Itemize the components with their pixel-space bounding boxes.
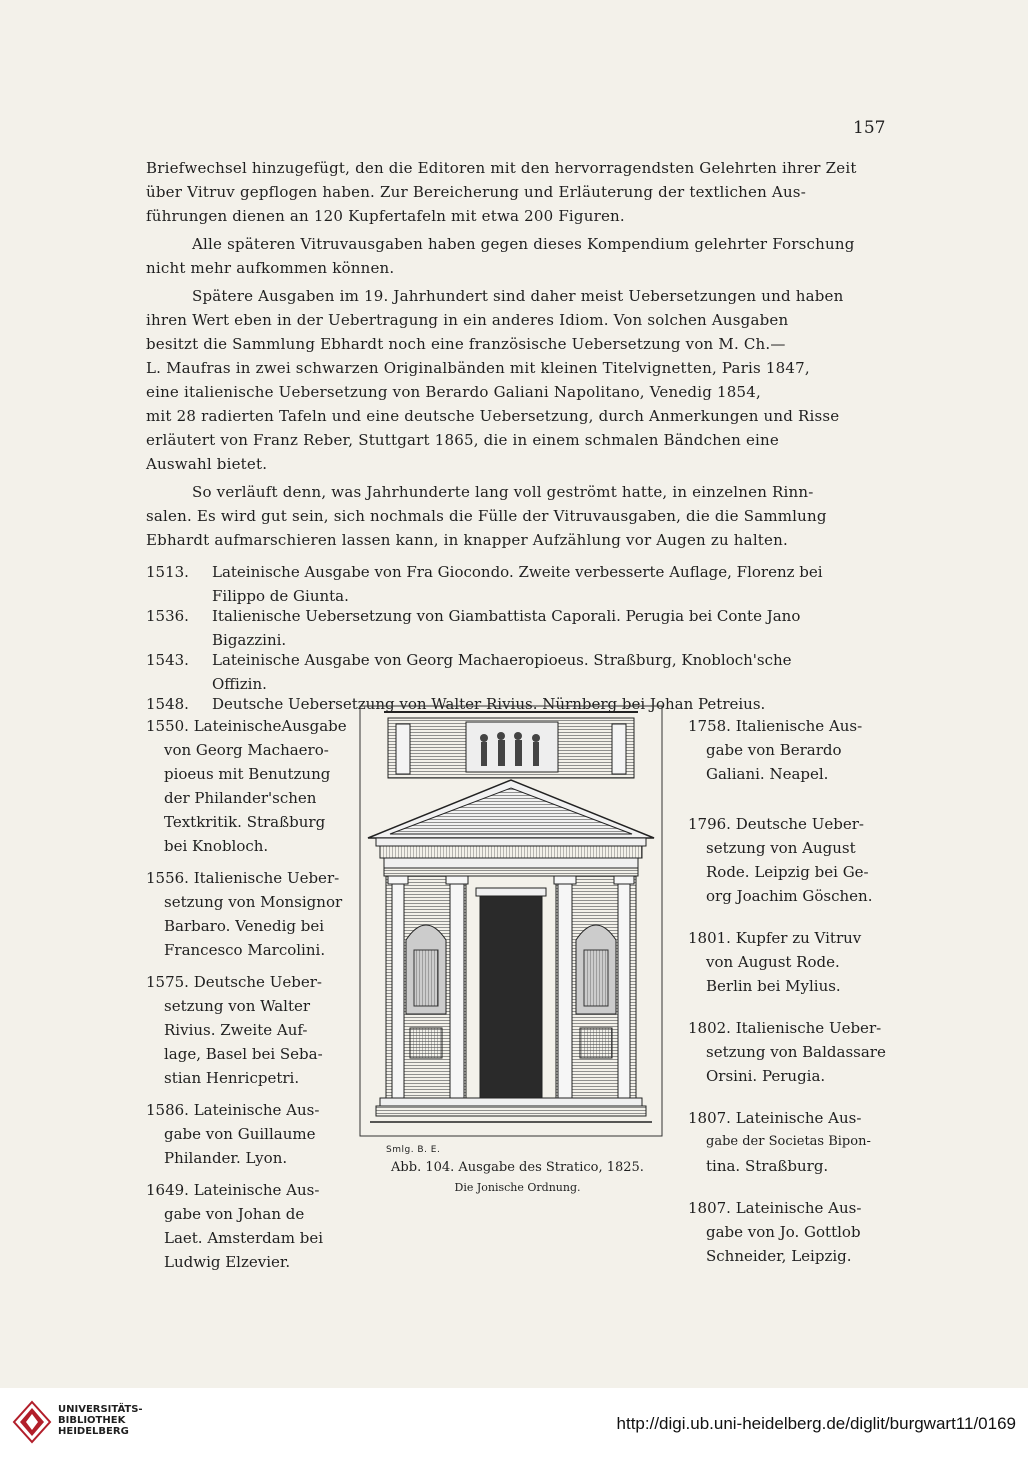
entry-text: Lateinische Ausgabe von Georg Machaeropioeus. Straßburg, Knobloch'sche: [212, 651, 792, 669]
entry-line: gabe von Guillaume: [164, 1125, 316, 1143]
entry-line: Berlin bei Mylius.: [706, 977, 841, 995]
entry-line: 1796. Deutsche Ueber-: [688, 815, 864, 833]
entry-line: setzung von August: [706, 839, 856, 857]
entry-year: 1536.: [146, 607, 189, 625]
entry-text: Italienische Uebersetzung von Giambattista Caporali. Perugia bei Conte Jano: [212, 607, 801, 625]
entry-line: 1586. Lateinische Aus-: [146, 1101, 320, 1119]
entry-line: gabe der Societas Bipon-: [706, 1134, 871, 1149]
entry-line: 1801. Kupfer zu Vitruv: [688, 929, 862, 947]
entry-line: 1758. Italienische Aus-: [688, 717, 863, 735]
entry-line: Barbaro. Venedig bei: [164, 917, 325, 935]
figure-caption-title: Abb. 104. Ausgabe des Stratico, 1825.: [391, 1160, 644, 1175]
text-line: So verläuft denn, was Jahrhunderte lang voll geströmt hatte, in einzelnen Rinn-: [192, 483, 814, 501]
entry-line: 1807. Lateinische Aus-: [688, 1199, 862, 1217]
entry-line: Laet. Amsterdam bei: [164, 1229, 323, 1247]
entry-line: setzung von Walter: [164, 997, 311, 1015]
entry-text: Filippo de Giunta.: [212, 587, 349, 605]
entry-line: setzung von Monsignor: [164, 893, 343, 911]
text-line: über Vitruv gepflogen haben. Zur Bereicherung und Erläuterung der textlichen Aus-: [146, 183, 806, 201]
entry-line: 1575. Deutsche Ueber-: [146, 973, 322, 991]
entry-line: Orsini. Perugia.: [706, 1067, 826, 1085]
entry-text: Offizin.: [212, 675, 267, 693]
page-number: 157: [853, 118, 886, 138]
entry-line: von Georg Machaero-: [164, 741, 329, 759]
entry-line: gabe von Jo. Gottlob: [706, 1223, 861, 1241]
entry-line: 1649. Lateinische Aus-: [146, 1181, 320, 1199]
text-line: führungen dienen an 120 Kupfertafeln mit etwa 200 Figuren.: [146, 207, 625, 225]
permalink-url[interactable]: http://digi.ub.uni-heidelberg.de/diglit/burgwart11/0169: [616, 1414, 1016, 1433]
entry-line: 1807. Lateinische Aus-: [688, 1109, 862, 1127]
text-line: Ebhardt aufmarschieren lassen kann, in knapper Aufzählung vor Augen zu halten.: [146, 531, 788, 549]
text-line: nicht mehr aufkommen können.: [146, 259, 395, 277]
text-line: Briefwechsel hinzugefügt, den die Editoren mit den hervorragendsten Gelehrten ihrer Zeit: [146, 159, 857, 177]
entry-text: Bigazzini.: [212, 631, 287, 649]
entry-text: Deutsche Uebersetzung von Walter Rivius. Nürnberg bei Johan Petreius.: [212, 695, 766, 713]
text-line: L. Maufras in zwei schwarzen Originalbänden mit kleinen Titelvignetten, Paris 1847,: [146, 359, 810, 377]
text-line: eine italienische Uebersetzung von Berardo Galiani Napolitano, Venedig 1854,: [146, 383, 761, 401]
entry-line: Schneider, Leipzig.: [706, 1247, 852, 1265]
text-line: Spätere Ausgaben im 19. Jahrhundert sind daher meist Uebersetzungen und haben: [192, 287, 844, 305]
entry-year: 1548.: [146, 695, 189, 713]
text-line: erläutert von Franz Reber, Stuttgart 1865, die in einem schmalen Bändchen eine: [146, 431, 779, 449]
text-line: Auswahl bietet.: [146, 455, 268, 473]
entry-line: Textkritik. Straßburg: [164, 813, 326, 831]
left-column: [146, 714, 347, 1274]
entry-line: gabe von Johan de: [164, 1205, 305, 1223]
entry-line: setzung von Baldassare: [706, 1043, 886, 1061]
entry-line: pioeus mit Benutzung: [164, 765, 331, 783]
institution-line: UNIVERSITÄTS-: [58, 1404, 143, 1415]
entry-line: lage, Basel bei Seba-: [164, 1045, 323, 1063]
entry-line: Galiani. Neapel.: [706, 765, 829, 783]
figure-caption-subtitle: Die Jonische Ordnung.: [454, 1181, 581, 1194]
figure-caption: [380, 1158, 655, 1198]
entry-line: Philander. Lyon.: [164, 1149, 288, 1167]
text-line: ihren Wert eben in der Uebertragung in ein anderes Idiom. Von solchen Ausgaben: [146, 311, 789, 329]
entry-line: Rode. Leipzig bei Ge-: [706, 863, 869, 881]
entry-line: 1556. Italienische Ueber-: [146, 869, 340, 887]
text-line: mit 28 radierten Tafeln und eine deutsche Uebersetzung, durch Anmerkungen und Risse: [146, 407, 840, 425]
university-library-logo: [12, 1400, 52, 1444]
entry-line: stian Henricpetri.: [164, 1069, 300, 1087]
institution-line: HEIDELBERG: [58, 1426, 129, 1437]
text-line: salen. Es wird gut sein, sich nochmals die Fülle der Vitruvausgaben, die die Sammlung: [146, 507, 827, 525]
ionic-portico-illustration: [356, 704, 666, 1142]
entry-year: 1513.: [146, 563, 189, 581]
entry-line: tina. Straßburg.: [706, 1157, 829, 1175]
entry-line: Francesco Marcolini.: [164, 941, 326, 959]
entry-line: org Joachim Göschen.: [706, 887, 873, 905]
entry-text: Lateinische Ausgabe von Fra Giocondo. Zweite verbesserte Auflage, Florenz bei: [212, 563, 823, 581]
institution-line: BIBLIOTHEK: [58, 1415, 126, 1426]
entry-line: Rivius. Zweite Auf-: [164, 1021, 308, 1039]
entry-line: 1802. Italienische Ueber-: [688, 1019, 882, 1037]
entry-line: Ludwig Elzevier.: [164, 1253, 291, 1271]
figure-credit: Smlg. B. E.: [386, 1145, 441, 1155]
entry-line: gabe von Berardo: [706, 741, 842, 759]
text-line: Alle späteren Vitruvausgaben haben gegen dieses Kompendium gelehrter Forschung: [192, 235, 855, 253]
institution-name: [58, 1404, 143, 1437]
entry-line: bei Knobloch.: [164, 837, 269, 855]
entry-line: 1550. LateinischeAusgabe: [146, 717, 347, 735]
entry-line: von August Rode.: [706, 953, 840, 971]
entry-line: der Philander'schen: [164, 789, 317, 807]
right-column: [688, 714, 886, 1268]
entry-year: 1543.: [146, 651, 189, 669]
text-line: besitzt die Sammlung Ebhardt noch eine französische Uebersetzung von M. Ch.—: [146, 335, 786, 353]
